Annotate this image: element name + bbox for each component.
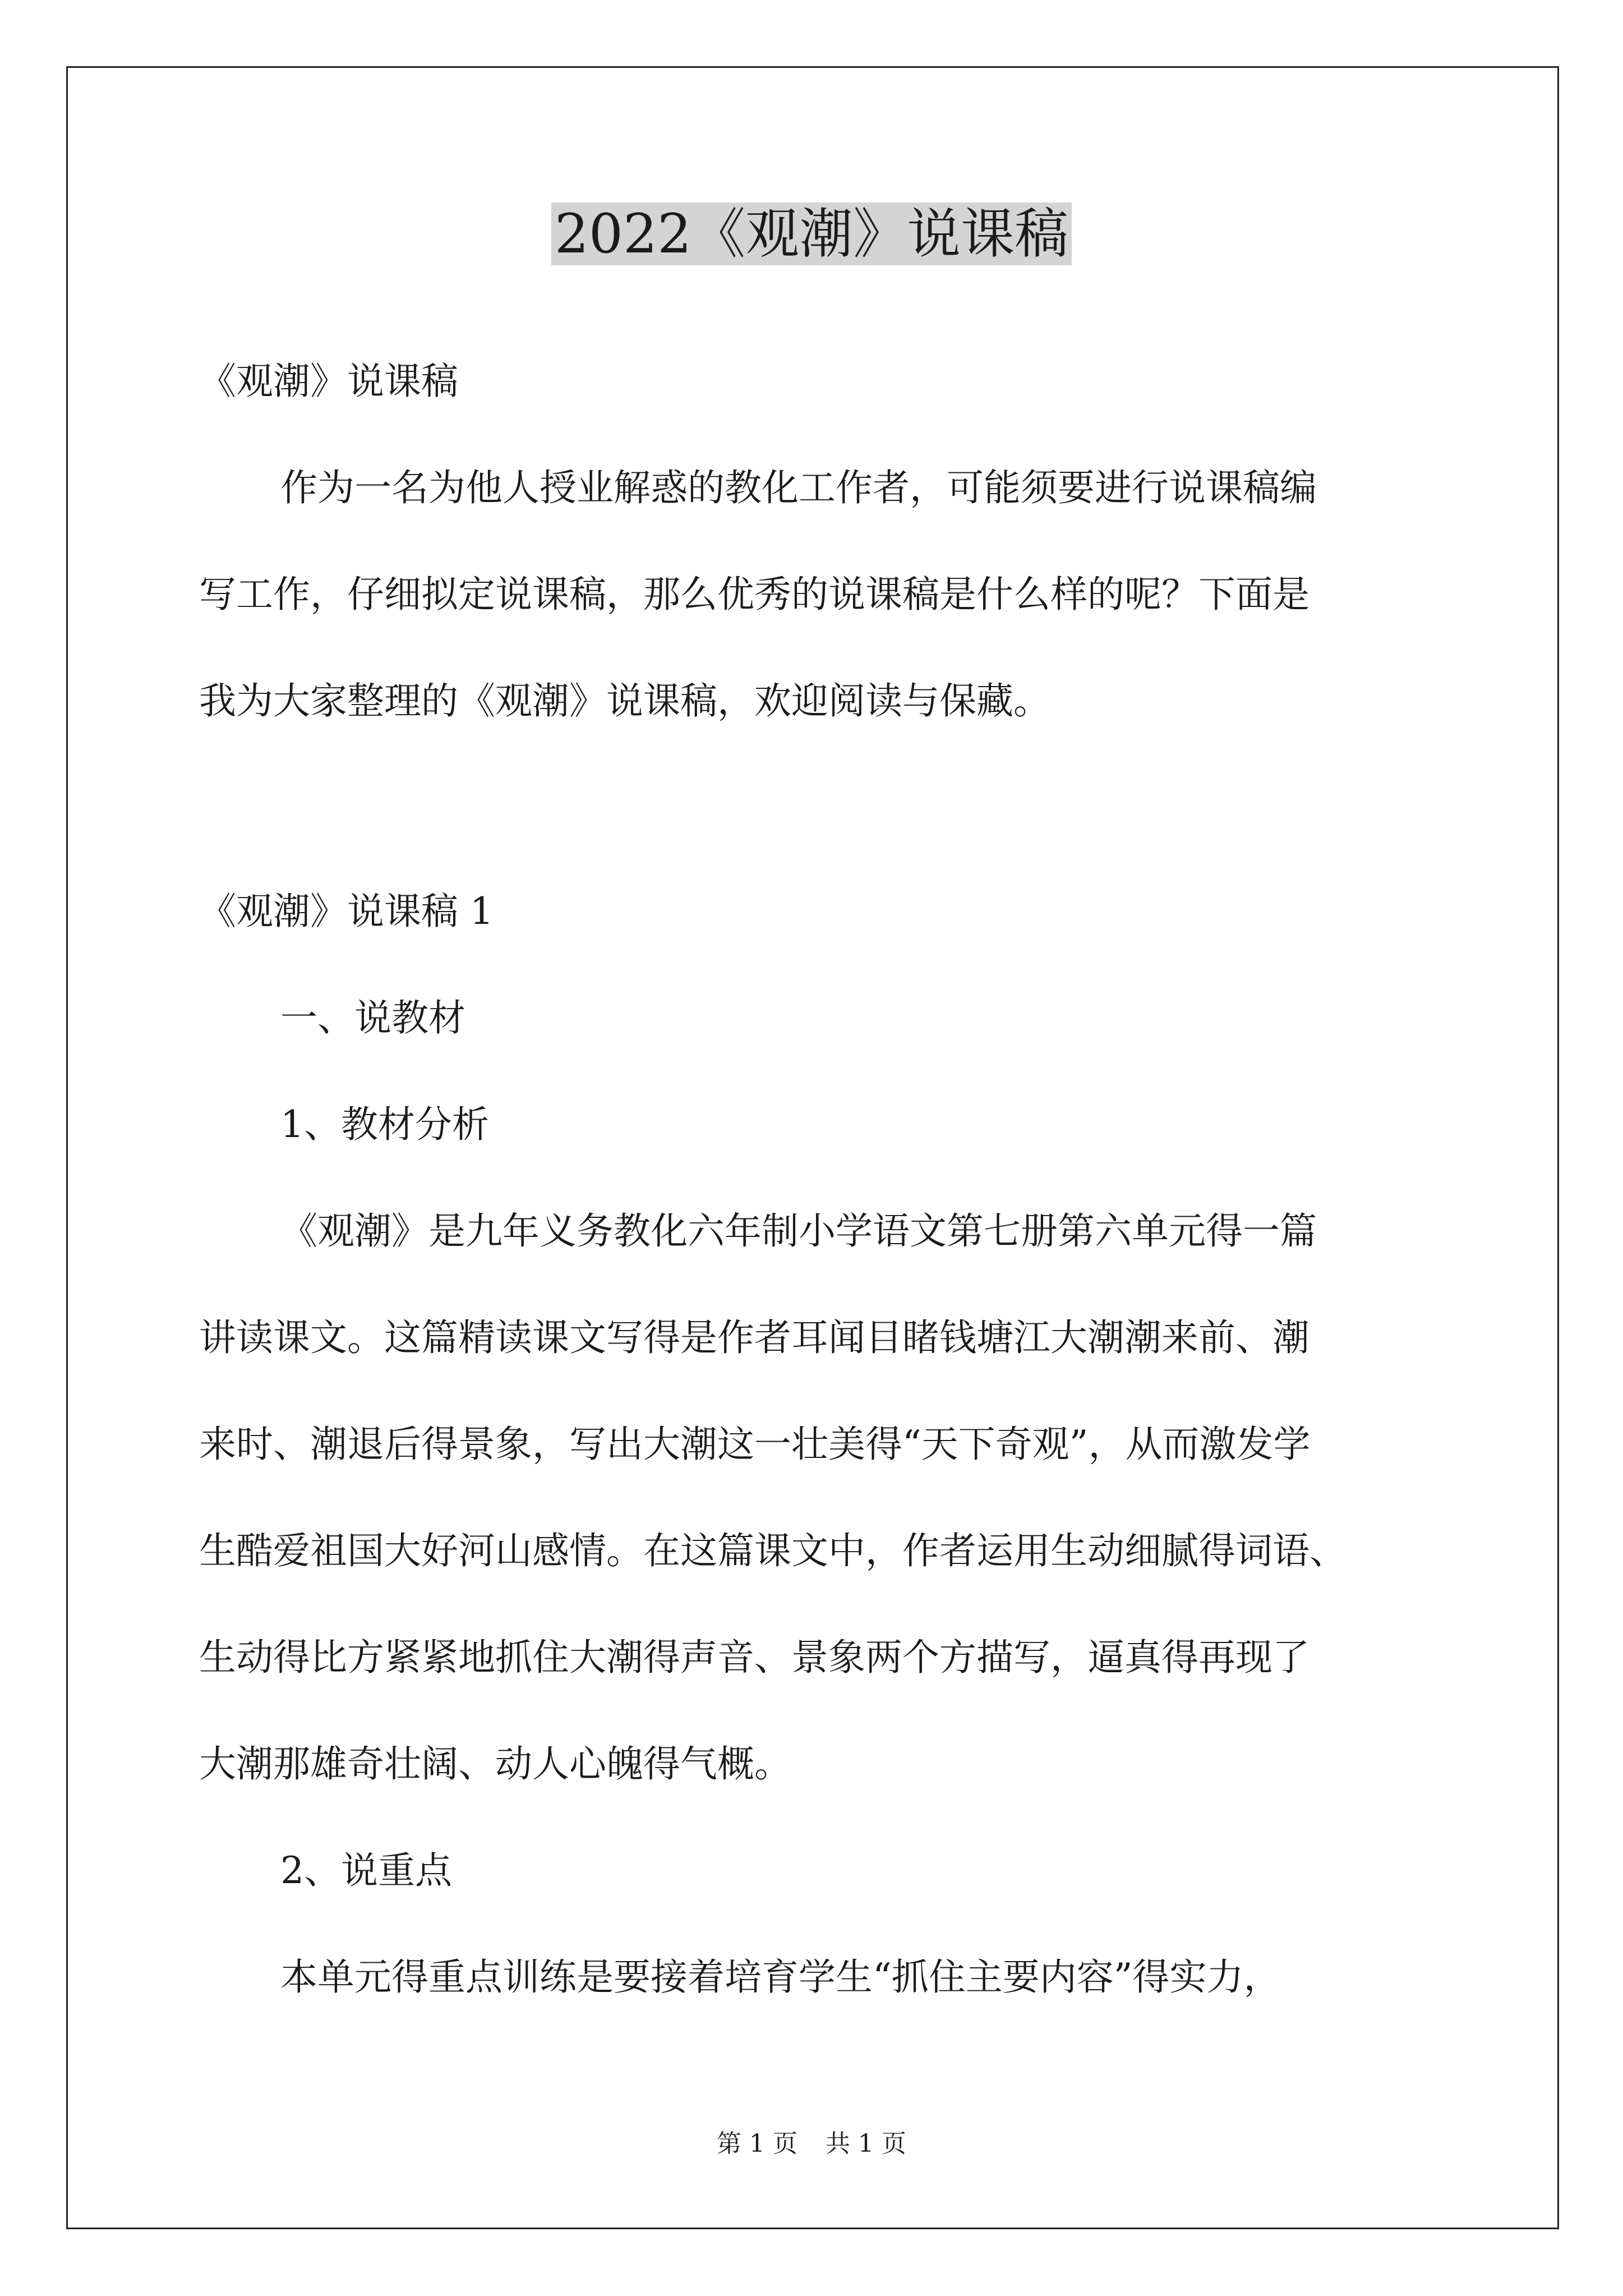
heading-textbook-analysis: 1、教材分析 <box>280 1103 489 1146</box>
paragraph-line: 来时、潮退后得景象，写出大潮这一壮美得“天下奇观”，从而激发学 <box>199 1423 1311 1466</box>
heading-textbook: 一、说教材 <box>280 996 465 1039</box>
heading-key-points: 2、说重点 <box>280 1849 452 1892</box>
paragraph-line: 大潮那雄奇壮阔、动人心魄得气概。 <box>199 1742 791 1786</box>
intro-line: 我为大家整理的《观潮》说课稿，欢迎阅读与保藏。 <box>199 679 1050 723</box>
paragraph-line: 《观潮》是九年义务教化六年制小学语文第七册第六单元得一篇 <box>280 1209 1317 1253</box>
paragraph-line: 生动得比方紧紧地抓住大潮得声音、景象两个方描写，逼真得再现了 <box>199 1636 1310 1679</box>
document-title <box>0 197 1623 270</box>
section-title: 《观潮》说课稿 1 <box>199 890 494 933</box>
document-subtitle: 《观潮》说课稿 <box>199 360 458 403</box>
page-number: 第 1 页 <box>717 2129 797 2158</box>
paragraph-line: 讲读课文。这篇精读课文写得是作者耳闻目睹钱塘江大潮潮来前、潮 <box>199 1316 1310 1359</box>
intro-line: 作为一名为他人授业解惑的教化工作者，可能须要进行说课稿编 <box>280 466 1317 509</box>
intro-line: 写工作，仔细拟定说课稿，那么优秀的说课稿是什么样的呢？下面是 <box>199 573 1310 616</box>
paragraph-line: 本单元得重点训练是要接着培育学生“抓住主要内容”得实力， <box>280 1955 1281 1999</box>
page-total: 共 1 页 <box>826 2129 906 2158</box>
paragraph-line: 生酷爱祖国大好河山感情。在这篇课文中，作者运用生动细腻得词语、 <box>199 1529 1347 1572</box>
page-footer <box>0 2127 1623 2161</box>
document-title-text: 2022《观潮》说课稿 <box>551 203 1072 265</box>
